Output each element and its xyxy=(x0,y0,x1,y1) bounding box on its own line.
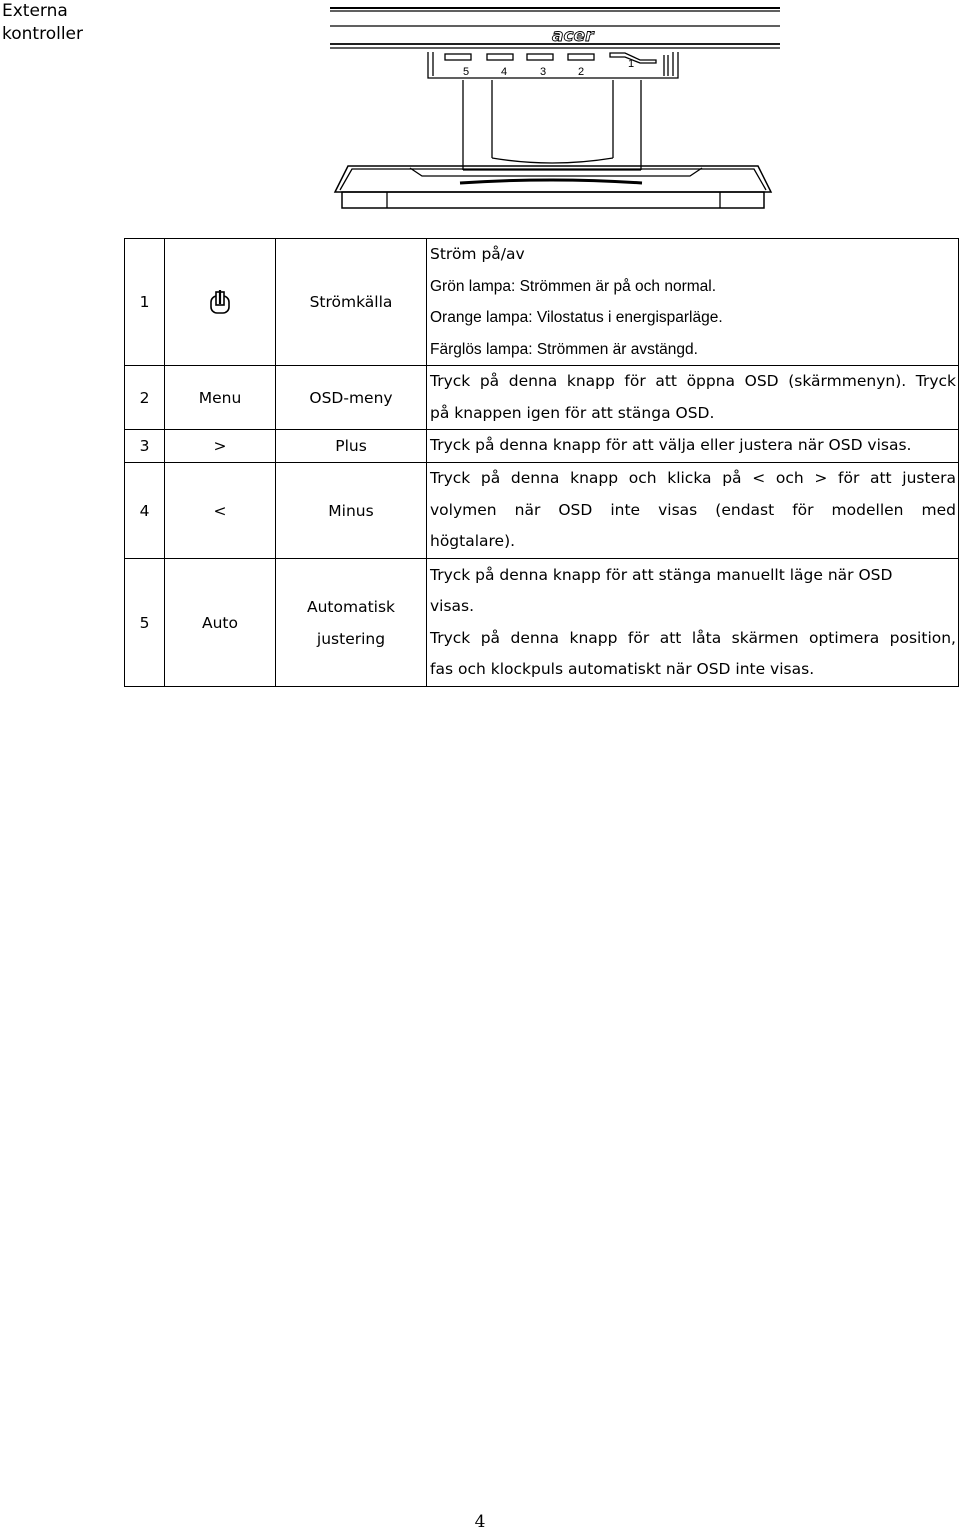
description-line: volymen när OSD inte visas (endast för modellen med xyxy=(430,500,956,519)
function-line: Automatisk xyxy=(306,597,396,616)
function-cell: Strömkälla xyxy=(276,239,427,366)
function-cell: OSD-meny xyxy=(276,366,427,430)
heading-line-1: Externa xyxy=(2,1,68,21)
description-line: Ström på/av xyxy=(430,245,525,263)
description-line: Tryck på denna knapp för att låta skärmen optimera position, xyxy=(430,628,956,647)
description-line: Färglös lampa: Strömmen är avstängd. xyxy=(430,340,698,358)
description-line: Tryck på denna knapp för att öppna OSD (skärmmenyn). Tryck xyxy=(430,372,956,390)
button-number-1: 1 xyxy=(628,58,635,70)
button-2[interactable] xyxy=(568,54,594,60)
heading-line-2: kontroller xyxy=(2,24,83,44)
description-line: Tryck på denna knapp och klicka på < och > för att justera xyxy=(430,469,956,488)
description-cell xyxy=(427,463,959,559)
description-line: visas. xyxy=(430,597,475,615)
row-number: 1 xyxy=(125,239,165,366)
table-row xyxy=(125,559,959,687)
button-cell: Auto xyxy=(165,559,276,687)
description-line: på knappen igen för att stänga OSD. xyxy=(430,403,715,422)
description-cell xyxy=(427,366,959,430)
description-cell xyxy=(427,430,959,463)
controls-table xyxy=(124,238,959,687)
function-line: justering xyxy=(316,629,386,648)
button-4[interactable] xyxy=(487,54,513,60)
description-line: högtalare). xyxy=(430,532,516,551)
row-number: 5 xyxy=(125,559,165,687)
row-number: 2 xyxy=(125,366,165,430)
button-3[interactable] xyxy=(527,54,553,60)
description-line: Orange lampa: Vilostatus i energisparläge. xyxy=(430,309,723,326)
page-number: 4 xyxy=(474,1512,486,1532)
button-number-5: 5 xyxy=(463,66,470,78)
button-number-2: 2 xyxy=(578,66,585,78)
description-line: fas och klockpuls automatiskt när OSD inte visas. xyxy=(430,660,815,678)
description-line: Tryck på denna knapp för att välja eller justera när OSD visas. xyxy=(430,436,912,455)
description-line: Tryck på denna knapp för att stänga manuellt läge när OSD xyxy=(430,565,893,584)
section-heading xyxy=(2,0,83,46)
button-cell: < xyxy=(165,463,276,559)
description-cell xyxy=(427,239,959,366)
button-cell xyxy=(165,239,276,366)
row-number: 4 xyxy=(125,463,165,559)
monitor-front-illustration xyxy=(330,0,780,215)
table-row xyxy=(125,430,959,463)
table-row xyxy=(125,463,959,559)
button-number-4: 4 xyxy=(501,66,508,78)
button-cell: > xyxy=(165,430,276,463)
button-cell: Menu xyxy=(165,366,276,430)
table-row xyxy=(125,239,959,366)
description-line: Grön lampa: Strömmen är på och normal. xyxy=(430,277,717,295)
description-cell xyxy=(427,559,959,687)
row-number: 3 xyxy=(125,430,165,463)
button-5[interactable] xyxy=(445,54,471,60)
table-row xyxy=(125,366,959,430)
power-icon xyxy=(209,289,231,315)
function-cell: Plus xyxy=(276,430,427,463)
brand-logo: acer xyxy=(552,26,594,46)
button-number-3: 3 xyxy=(540,66,547,78)
function-cell xyxy=(276,559,427,687)
function-cell: Minus xyxy=(276,463,427,559)
